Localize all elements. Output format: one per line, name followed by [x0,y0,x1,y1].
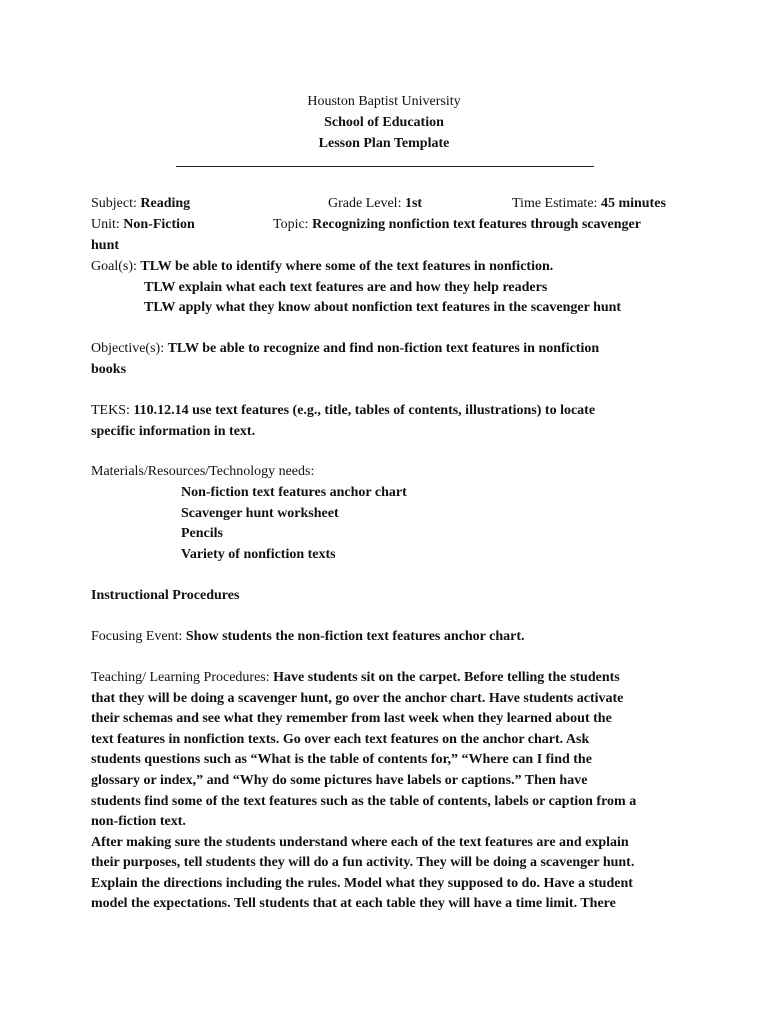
teaching-text-line: After making sure the students understand where each of the text features are and explain [91,835,629,850]
teks-text: 110.12.14 use text features (e.g., title, tables of contents, illustrations) to locate [133,403,596,418]
teaching-text-line: glossary or index,” and “Why do some pictures have labels or captions.” Then have [91,773,588,788]
teaching-label: Teaching/ Learning Procedures: [91,670,270,685]
materials-label: Materials/Resources/Technology needs: [91,464,315,479]
unit-value: Non-Fiction [123,217,195,232]
topic-label: Topic: [273,217,309,232]
topic-value-continued: hunt [91,238,120,253]
teaching-text-line: model the expectations. Tell students that at each table they will have a time limit. There [91,896,616,911]
unit-label: Unit: [91,217,120,232]
goals-label: Goal(s): [91,259,137,274]
goals-line-1 [91,257,553,277]
goal-item: TLW be able to identify where some of the text features in nonfiction. [140,259,554,274]
teaching-line-1 [91,668,620,688]
time-value: 45 minutes [600,196,666,211]
goal-item: TLW explain what each text features are and how they help readers [144,280,548,295]
objectives-text: TLW be able to recognize and find non-fiction text features in nonfiction [167,341,600,356]
focusing-text: Show students the non-fiction text features anchor chart. [185,629,525,644]
topic-value: Recognizing nonfiction text features through scavenger [312,217,641,232]
teaching-text-line: that they will be doing a scavenger hunt, go over the anchor chart. Have students activate [91,691,624,706]
university-name: Houston Baptist University [307,94,461,109]
objectives-text-continued: books [91,362,127,377]
teaching-text-line: their purposes, tell students they will do a fun activity. They will be doing a scavenger hunt. [91,855,635,870]
objectives-line-1 [91,339,599,359]
template-title: Lesson Plan Template [318,136,450,151]
teaching-text-line: students find some of the text features such as the table of contents, labels or caption from a [91,794,637,809]
grade-value: 1st [404,196,423,211]
materials-item: Scavenger hunt worksheet [181,506,339,521]
goal-item: TLW apply what they know about nonfiction text features in the scavenger hunt [144,300,622,315]
instructional-heading: Instructional Procedures [91,588,240,603]
teaching-text-line: non-fiction text. [91,814,186,829]
teks-label: TEKS: [91,403,130,418]
grade-field [328,194,422,214]
teks-line-1 [91,401,595,421]
school-name: School of Education [324,115,444,130]
focusing-label: Focusing Event: [91,629,183,644]
header-divider [176,166,594,167]
time-label: Time Estimate: [512,196,598,211]
teaching-text-line: text features in nonfiction texts. Go over each text features on the anchor chart. Ask [91,732,590,747]
teaching-text: Have students sit on the carpet. Before telling the students [273,670,620,685]
subject-value: Reading [140,196,191,211]
objectives-label: Objective(s): [91,341,165,356]
focusing-event [91,627,524,647]
materials-item: Pencils [181,526,223,541]
unit-field [91,215,195,235]
materials-item: Variety of nonfiction texts [181,547,336,562]
topic-field [273,215,641,235]
materials-item: Non-fiction text features anchor chart [181,485,407,500]
grade-label: Grade Level: [328,196,402,211]
time-field [512,194,666,214]
subject-label: Subject: [91,196,137,211]
teaching-text-line: students questions such as “What is the table of contents for,” “Where can I find the [91,752,592,767]
teaching-text-line: Explain the directions including the rules. Model what they supposed to do. Have a student [91,876,633,891]
teks-text-continued: specific information in text. [91,424,256,439]
subject-field [91,194,190,214]
teaching-text-line: their schemas and see what they remember from last week when they learned about the [91,711,612,726]
